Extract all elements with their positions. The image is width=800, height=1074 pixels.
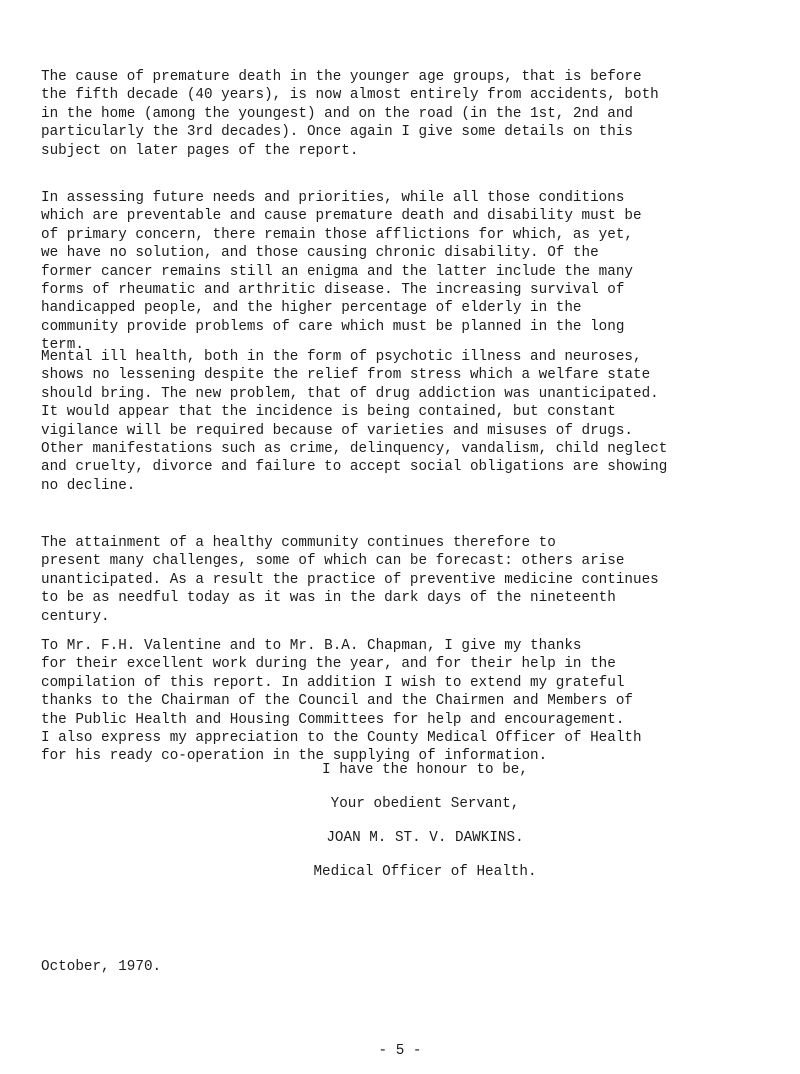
signature-salutation: Your obedient Servant, bbox=[330, 796, 520, 812]
paragraph-acknowledgements: To Mr. F.H. Valentine and to Mr. B.A. Chapman, I give my thanks for their excellent work during the year, and for their help in the compilation of this report. In addition I wish to extend my grateful thanks to the Chairman of the Council and the Chairmen and Members of the Public Health and Housing Committees for help and encouragement. I also express my appreciation to the County Medical Officer of Health for his ready co-operation in the supplying of information. bbox=[41, 638, 642, 765]
page-number: - 5 - bbox=[378, 1043, 422, 1059]
paragraph-healthy-community: The attainment of a healthy community continues therefore to present many challenges, some of which can be forecast: others arise unanticipated. As a result the practice of preventive medicine continues to be as needful today as it was in the dark days of the nineteenth century. bbox=[41, 535, 659, 625]
paragraph-future-needs: In assessing future needs and priorities, while all those conditions which are preventable and cause premature death and disability must be of primary concern, there remain those afflictions for which, as yet, we have no solution, and those causing chronic disability. Of the former cancer remains still an enigma and the latter include the many forms of rheumatic and arthritic disease. The increasing survival of handicapped people, and the higher percentage of elderly in the community provide problems of care which must be planned in the long term. bbox=[41, 190, 642, 354]
paragraph-mental-health: Mental ill health, both in the form of psychotic illness and neuroses, shows no lessening despite the relief from stress which a welfare state should bring. The new problem, that of drug addiction was unanticipated. It would appear that the incidence is being contained, but constant vigilance will be required because of varieties and misuses of drugs. Other manifestations such as crime, delinquency, vandalism, child neglect and cruelty, divorce and failure to accept social obligations are showing no decline. bbox=[41, 349, 668, 494]
paragraph-premature-death: The cause of premature death in the younger age groups, that is before the fifth decade (40 years), is now almost entirely from accidents, both in the home (among the youngest) and on the road (in the 1st, 2nd and particularly the 3rd decades). Once again I give some details on this subject on later pages of the report. bbox=[41, 69, 659, 159]
signature-title: Medical Officer of Health. bbox=[313, 864, 537, 880]
report-date: October, 1970. bbox=[41, 959, 162, 975]
signature-closing: I have the honour to be, bbox=[322, 762, 528, 778]
signature-name: JOAN M. ST. V. DAWKINS. bbox=[326, 830, 524, 846]
